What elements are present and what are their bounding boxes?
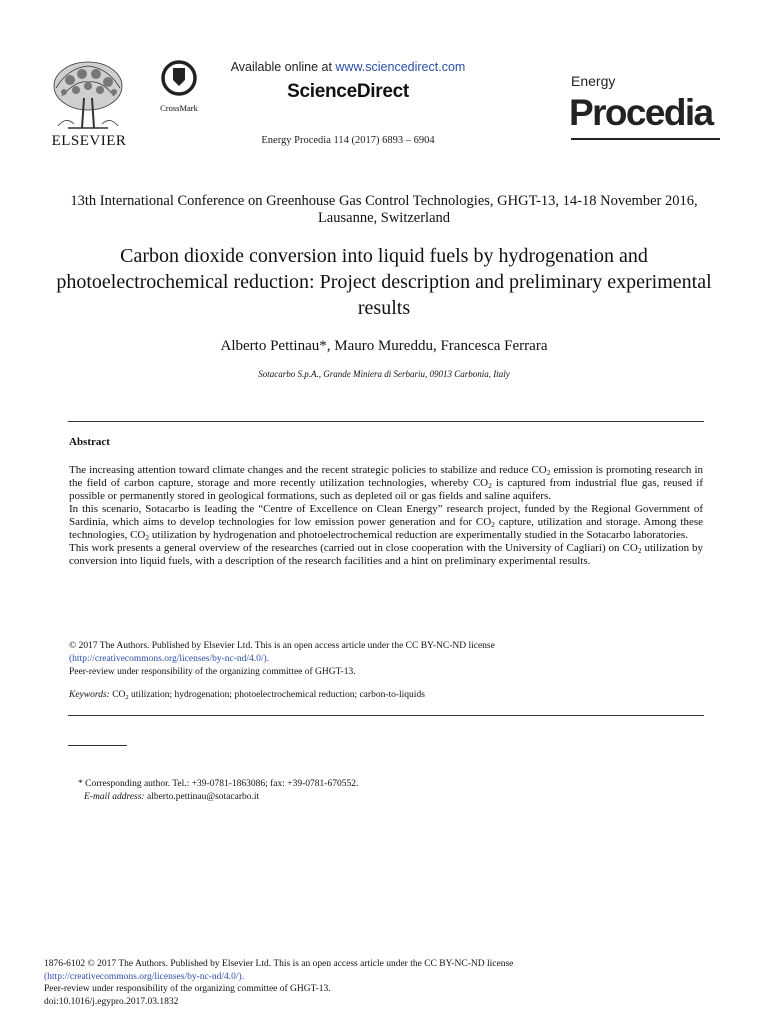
subscript: 2 <box>491 520 495 529</box>
peer-review-notice: Peer-review under responsibility of the organizing committee of GHGT-13. <box>69 667 356 677</box>
sciencedirect-brand: ScienceDirect <box>287 81 409 102</box>
license-notice <box>69 640 703 665</box>
keywords-label: Keywords: <box>69 690 110 700</box>
abstract-bottom-rule <box>68 715 704 716</box>
abstract-paragraph <box>69 542 703 568</box>
journal-logo-procedia: Procedia <box>569 92 713 133</box>
abstract-paragraph <box>69 503 703 542</box>
footer-peer-review: Peer-review under responsibility of the organizing committee of GHGT-13. <box>44 984 331 995</box>
crossmark-label: CrossMark <box>160 103 198 113</box>
crossmark-badge[interactable] <box>154 60 204 113</box>
abstract-text: This work presents a general overview of the researches (carried out in close cooperation with the University of Cagliari) on CO <box>69 542 638 554</box>
keyword-text: CO <box>109 690 126 700</box>
publisher-name: ELSEVIER <box>51 133 127 149</box>
author-list: Alberto Pettinau*, Mauro Mureddu, Francesca Ferrara <box>220 338 548 354</box>
keyword-text: utilization; hydrogenation; photoelectrochemical reduction; carbon-to-liquids <box>128 690 425 700</box>
abstract-text: capture, utilization and storage. Among these technologies, CO <box>69 516 703 541</box>
abstract-text: emission is promoting research in the field of carbon capture, storage and more recently utilization technologies, whereby CO <box>69 464 703 489</box>
journal-logo-energy: Energy <box>571 73 616 89</box>
subscript: 2 <box>488 481 492 490</box>
email-address[interactable]: alberto.pettinau@sotacarbo.it <box>144 792 260 802</box>
email-label: E-mail address: <box>84 792 145 802</box>
available-online <box>200 60 496 74</box>
conference-name: 13th International Conference on Greenhouse Gas Control Technologies, GHGT-13, 14-18 November 2016, Lausanne, Switzerland <box>70 193 698 226</box>
journal-reference: Energy Procedia 114 (2017) 6893 – 6904 <box>261 135 435 146</box>
crossmark-icon <box>161 83 197 100</box>
subscript: 2 <box>637 546 642 555</box>
footer-license-link[interactable]: (http://creativecommons.org/licenses/by-nc-nd/4.0/). <box>44 971 245 982</box>
subscript: 2 <box>145 533 150 542</box>
abstract-text: utilization by hydrogenation and photoelectrochemical reduction are experimentally studied in the Sotacarbo laboratories. <box>149 529 688 541</box>
abstract-text: utilization by conversion into liquid fuels, with a description of the research facilities and a hint on preliminary experimental results. <box>69 542 704 567</box>
author-affiliation: Sotacarbo S.p.A., Grande Miniera di Serbariu, 09013 Carbonia, Italy <box>258 369 510 379</box>
footer-license: 1876-6102 © 2017 The Authors. Published by Elsevier Ltd. This is an open access article under the CC BY-NC-ND license <box>44 959 514 969</box>
footer-doi[interactable]: doi:10.1016/j.egypro.2017.03.1832 <box>44 996 179 1007</box>
keywords <box>69 690 425 700</box>
subscript: 2 <box>125 694 129 701</box>
page-footer <box>44 958 724 1008</box>
author-email <box>84 792 259 802</box>
abstract-heading: Abstract <box>69 436 110 448</box>
available-online-text: Available online at <box>230 60 336 74</box>
abstract-text: is captured from industrial flue gas, reused if possible or permanently stored in geological formations, such as depleted oil or gas fields and saline aquifers. <box>69 477 703 502</box>
abstract-paragraph <box>69 464 703 503</box>
sciencedirect-link[interactable]: www.sciencedirect.com <box>335 60 466 74</box>
license-text: © 2017 The Authors. Published by Elsevier Ltd. This is an open access article under the CC BY-NC-ND license <box>69 641 495 651</box>
abstract-text: The increasing attention toward climate changes and the recent strategic policies to stabilize and reduce CO <box>69 464 547 476</box>
abstract-text: In this scenario, Sotacarbo is leading the “Centre of Excellence on Clean Energy” research project, funded by the Regional Government of Sardinia, which aims to develop technologies for low emission power generation and for CO <box>69 503 703 528</box>
abstract-top-rule <box>68 421 704 422</box>
abstract-body <box>69 464 703 568</box>
subscript: 2 <box>546 468 551 477</box>
journal-logo-divider <box>571 138 720 140</box>
corresponding-author: * Corresponding author. Tel.: +39-0781-1863086; fax: +39-0781-670552. <box>78 779 359 789</box>
paper-title: Carbon dioxide conversion into liquid fuels by hydrogenation and photoelectrochemical reduction: Project description and preliminary experimental results <box>56 245 712 319</box>
license-link[interactable]: (http://creativecommons.org/licenses/by-nc-nd/4.0/). <box>69 653 270 664</box>
footnote-rule <box>68 745 127 746</box>
